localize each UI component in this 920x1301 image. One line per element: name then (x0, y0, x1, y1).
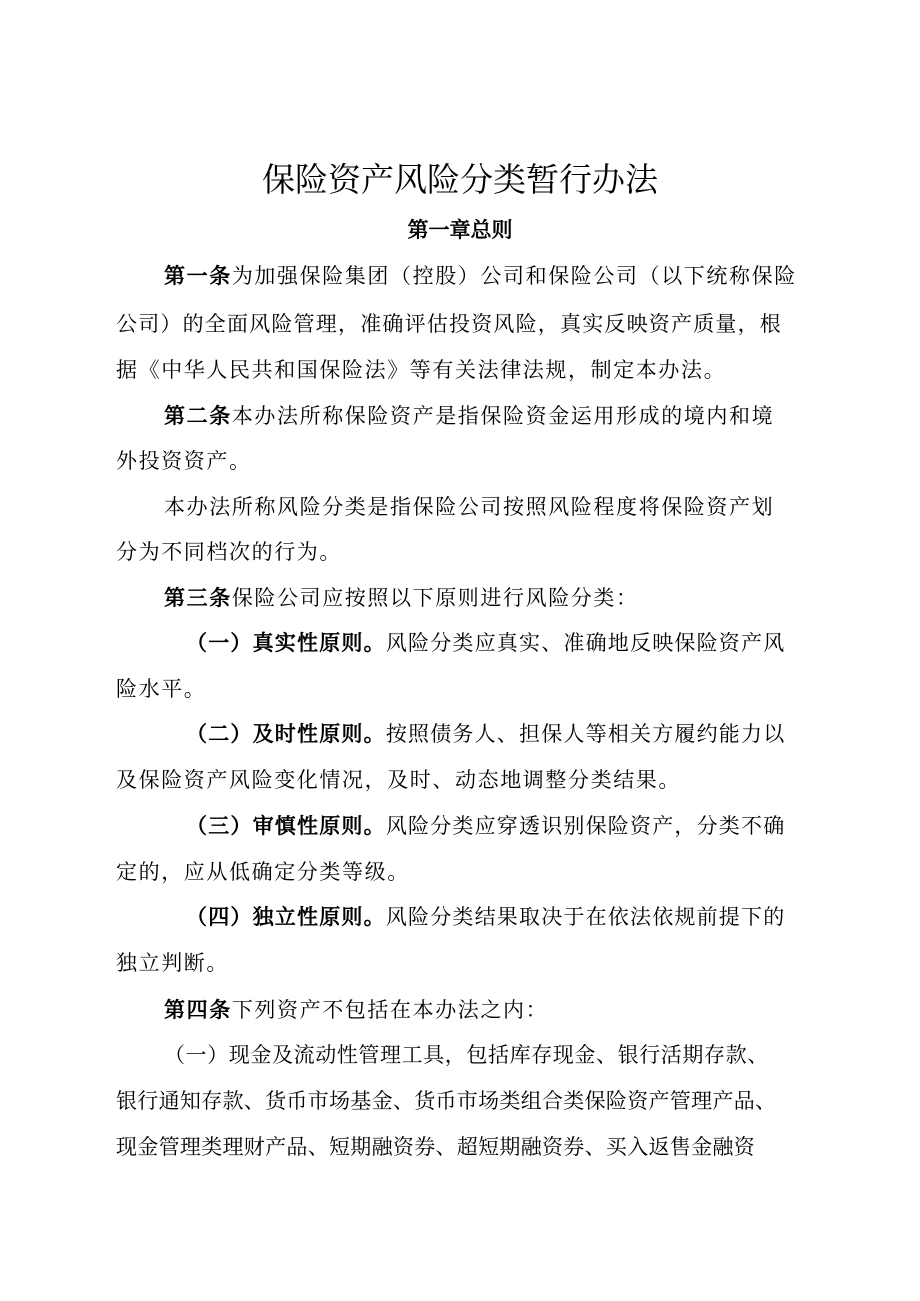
line-text: 据《中华人民共和国保险法》等有关法律法规，制定本办法。 (116, 358, 727, 382)
line-text: 本办法所称风险分类是指保险公司按照风险程度将保险资产划 (164, 495, 775, 519)
line-text: 按照债务人、担保人等相关方履约能力以 (385, 722, 786, 746)
article-label: 第四条 (164, 998, 232, 1022)
article-label: 第三条 (164, 586, 232, 610)
chapter-heading: 第一章总则 (407, 218, 513, 242)
line-text: 为加强保险集团（控股）公司和保险公司（以下统称保险 (231, 264, 797, 288)
paragraph-line (164, 992, 548, 1028)
paragraph-line (164, 1037, 769, 1073)
paragraph-line (164, 489, 774, 525)
paragraph-line (186, 899, 785, 935)
paragraph-line (116, 1129, 755, 1165)
paragraph-line (116, 762, 681, 798)
paragraph-line (116, 1083, 776, 1119)
principle-label: （一）真实性原则。 (186, 631, 386, 655)
paragraph-line (186, 808, 785, 844)
line-text: 外投资资产。 (116, 449, 252, 473)
paragraph-line (164, 580, 639, 616)
paragraph-line (186, 625, 785, 661)
line-text: 独立判断。 (116, 951, 229, 975)
paragraph-line (116, 443, 252, 479)
paragraph-line (164, 398, 774, 434)
article-label: 第二条 (164, 404, 232, 428)
paragraph-line (116, 534, 342, 570)
principle-label: （四）独立性原则。 (186, 905, 386, 929)
line-text: （一）现金及流动性管理工具，包括库存现金、银行活期存款、 (164, 1043, 769, 1067)
line-text: 银行通知存款、货币市场基金、货币市场类组合类保险资产管理产品、 (116, 1089, 777, 1113)
document-title: 保险资产风险分类暂行办法 (262, 160, 658, 199)
line-text: 本办法所称保险资产是指保险资金运用形成的境内和境 (231, 404, 775, 428)
paragraph-line (116, 352, 726, 388)
line-text: 风险分类应穿透识别保险资产，分类不确 (385, 814, 786, 838)
paragraph-line (186, 716, 785, 752)
line-text: 现金管理类理财产品、短期融资券、超短期融资券、买入返售金融资 (116, 1135, 755, 1159)
line-text: 险水平。 (116, 677, 207, 701)
line-text: 下列资产不包括在本办法之内： (231, 998, 549, 1022)
line-text: 及保险资产风险变化情况，及时、动态地调整分类结果。 (116, 768, 681, 792)
line-text: 分为不同档次的行为。 (116, 540, 342, 564)
line-text: 定的，应从低确定分类等级。 (116, 860, 410, 884)
principle-label: （三）审慎性原则。 (186, 814, 386, 838)
principle-label: （二）及时性原则。 (186, 722, 386, 746)
line-text: 公司）的全面风险管理，准确评估投资风险，真实反映资产质量，根 (116, 312, 782, 336)
article-label: 第一条 (164, 264, 232, 288)
line-text: 风险分类应真实、准确地反映保险资产风 (385, 631, 786, 655)
paragraph-line (116, 854, 410, 890)
line-text: 风险分类结果取决于在依法依规前提下的 (385, 905, 786, 929)
paragraph-line (164, 258, 797, 294)
paragraph-line (116, 671, 206, 707)
paragraph-line (116, 306, 782, 342)
paragraph-line (116, 945, 229, 981)
line-text: 保险公司应按照以下原则进行风险分类： (231, 586, 639, 610)
